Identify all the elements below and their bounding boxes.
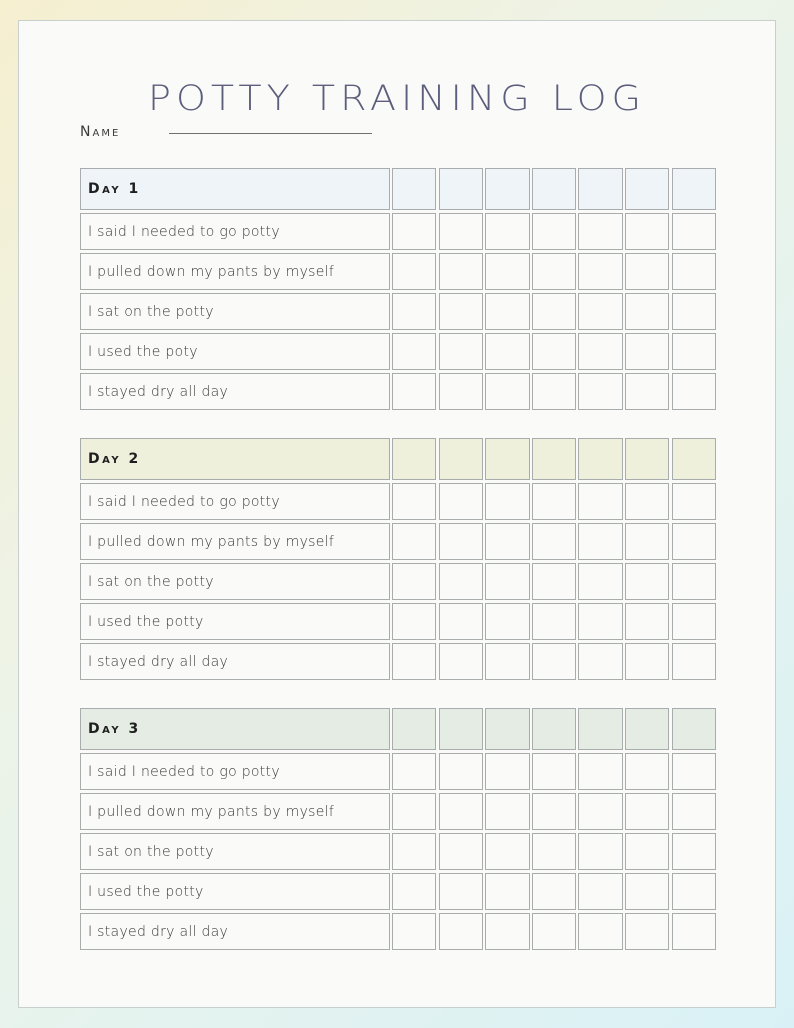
day-label: Day 2 xyxy=(80,438,390,480)
task-row xyxy=(80,793,716,830)
checkbox[interactable] xyxy=(625,333,669,370)
checkbox[interactable] xyxy=(578,603,622,640)
task-row xyxy=(80,643,716,680)
checkbox[interactable] xyxy=(485,833,529,870)
checkbox[interactable] xyxy=(672,833,716,870)
checkbox[interactable] xyxy=(532,643,576,680)
checkbox[interactable] xyxy=(439,643,483,680)
page-title: POTTY TRAINING LOG xyxy=(148,77,646,119)
checkbox[interactable] xyxy=(578,523,622,560)
task-label: I stayed dry all day xyxy=(80,643,390,680)
task-label: I sat on the potty xyxy=(80,293,390,330)
checkbox[interactable] xyxy=(625,603,669,640)
checkbox[interactable] xyxy=(672,213,716,250)
checkbox[interactable] xyxy=(625,643,669,680)
checkbox[interactable] xyxy=(578,483,622,520)
header-box xyxy=(578,438,622,480)
checkbox[interactable] xyxy=(672,373,716,410)
checkbox[interactable] xyxy=(625,873,669,910)
header-box xyxy=(578,168,622,210)
checkbox[interactable] xyxy=(672,253,716,290)
checkbox[interactable] xyxy=(392,333,436,370)
checkbox[interactable] xyxy=(532,483,576,520)
task-label: I said I needed to go potty xyxy=(80,213,390,250)
header-box xyxy=(625,438,669,480)
header-box xyxy=(625,708,669,750)
checkbox[interactable] xyxy=(485,523,529,560)
task-row xyxy=(80,913,716,950)
task-label: I pulled down my pants by myself xyxy=(80,793,390,830)
header-box xyxy=(672,438,716,480)
header-box xyxy=(532,438,576,480)
checkbox[interactable] xyxy=(485,793,529,830)
checkbox[interactable] xyxy=(439,753,483,790)
day-header-row xyxy=(80,438,716,480)
header-box xyxy=(439,168,483,210)
checkbox[interactable] xyxy=(485,373,529,410)
checkbox[interactable] xyxy=(439,293,483,330)
task-row xyxy=(80,603,716,640)
checkbox[interactable] xyxy=(532,873,576,910)
checkbox[interactable] xyxy=(485,643,529,680)
checkbox[interactable] xyxy=(439,603,483,640)
day-block-2 xyxy=(80,438,716,683)
name-label: Name xyxy=(80,124,121,140)
task-label: I pulled down my pants by myself xyxy=(80,523,390,560)
checkbox[interactable] xyxy=(392,293,436,330)
day-label: Day 3 xyxy=(80,708,390,750)
header-box xyxy=(439,438,483,480)
task-label: I stayed dry all day xyxy=(80,373,390,410)
checkbox[interactable] xyxy=(485,333,529,370)
task-label: I used the potty xyxy=(80,603,390,640)
checkbox[interactable] xyxy=(485,603,529,640)
checkbox[interactable] xyxy=(625,293,669,330)
checkbox[interactable] xyxy=(578,793,622,830)
checkbox[interactable] xyxy=(439,833,483,870)
checkbox[interactable] xyxy=(532,603,576,640)
checkbox[interactable] xyxy=(578,913,622,950)
checkbox[interactable] xyxy=(439,563,483,600)
header-box xyxy=(485,168,529,210)
checkbox[interactable] xyxy=(578,643,622,680)
task-label: I used the poty xyxy=(80,333,390,370)
checkbox[interactable] xyxy=(672,293,716,330)
task-label: I sat on the potty xyxy=(80,833,390,870)
checkbox[interactable] xyxy=(532,793,576,830)
checkbox[interactable] xyxy=(625,793,669,830)
task-row xyxy=(80,213,716,250)
task-row xyxy=(80,563,716,600)
task-row xyxy=(80,873,716,910)
checkbox[interactable] xyxy=(392,643,436,680)
checkbox[interactable] xyxy=(625,253,669,290)
checkbox[interactable] xyxy=(485,873,529,910)
checkbox[interactable] xyxy=(392,913,436,950)
checkbox[interactable] xyxy=(672,563,716,600)
checkbox[interactable] xyxy=(672,603,716,640)
task-label: I used the potty xyxy=(80,873,390,910)
checkbox[interactable] xyxy=(578,873,622,910)
log-sheet xyxy=(18,20,776,1008)
checkbox[interactable] xyxy=(439,873,483,910)
task-label: I sat on the potty xyxy=(80,563,390,600)
task-label: I said I needed to go potty xyxy=(80,483,390,520)
checkbox[interactable] xyxy=(392,833,436,870)
checkbox[interactable] xyxy=(625,563,669,600)
checkbox[interactable] xyxy=(578,213,622,250)
day-header-row xyxy=(80,708,716,750)
name-field[interactable] xyxy=(169,133,372,134)
task-row xyxy=(80,373,716,410)
header-box xyxy=(532,168,576,210)
checkbox[interactable] xyxy=(392,253,436,290)
checkbox[interactable] xyxy=(532,833,576,870)
task-label: I stayed dry all day xyxy=(80,913,390,950)
checkbox[interactable] xyxy=(672,913,716,950)
checkbox[interactable] xyxy=(485,213,529,250)
header-box xyxy=(439,708,483,750)
checkbox[interactable] xyxy=(578,293,622,330)
checkbox[interactable] xyxy=(625,753,669,790)
checkbox[interactable] xyxy=(672,333,716,370)
task-row xyxy=(80,833,716,870)
checkbox[interactable] xyxy=(392,603,436,640)
checkbox[interactable] xyxy=(532,373,576,410)
checkbox[interactable] xyxy=(439,213,483,250)
header-box xyxy=(672,708,716,750)
checkbox[interactable] xyxy=(439,253,483,290)
header-box xyxy=(392,168,436,210)
checkbox[interactable] xyxy=(672,753,716,790)
checkbox[interactable] xyxy=(672,873,716,910)
checkbox[interactable] xyxy=(532,213,576,250)
checkbox[interactable] xyxy=(439,523,483,560)
task-row xyxy=(80,253,716,290)
task-row xyxy=(80,483,716,520)
checkbox[interactable] xyxy=(532,523,576,560)
checkbox[interactable] xyxy=(578,563,622,600)
checkbox[interactable] xyxy=(672,793,716,830)
checkbox[interactable] xyxy=(672,643,716,680)
day-block-3 xyxy=(80,708,716,953)
checkbox[interactable] xyxy=(439,333,483,370)
checkbox[interactable] xyxy=(625,213,669,250)
header-box xyxy=(625,168,669,210)
checkbox[interactable] xyxy=(392,873,436,910)
checkbox[interactable] xyxy=(392,213,436,250)
task-row xyxy=(80,333,716,370)
checkbox[interactable] xyxy=(485,913,529,950)
header-box xyxy=(485,708,529,750)
checkbox[interactable] xyxy=(625,483,669,520)
header-box xyxy=(392,438,436,480)
day-label: Day 1 xyxy=(80,168,390,210)
checkbox[interactable] xyxy=(625,913,669,950)
checkbox[interactable] xyxy=(532,563,576,600)
checkbox[interactable] xyxy=(392,793,436,830)
checkbox[interactable] xyxy=(532,333,576,370)
checkbox[interactable] xyxy=(392,523,436,560)
checkbox[interactable] xyxy=(485,563,529,600)
checkbox[interactable] xyxy=(439,483,483,520)
checkbox[interactable] xyxy=(439,373,483,410)
task-row xyxy=(80,753,716,790)
task-label: I pulled down my pants by myself xyxy=(80,253,390,290)
checkbox[interactable] xyxy=(392,483,436,520)
checkbox[interactable] xyxy=(439,913,483,950)
checkbox[interactable] xyxy=(485,253,529,290)
header-box xyxy=(532,708,576,750)
header-box xyxy=(578,708,622,750)
checkbox[interactable] xyxy=(392,373,436,410)
header-box xyxy=(485,438,529,480)
checkbox[interactable] xyxy=(625,833,669,870)
checkbox[interactable] xyxy=(625,523,669,560)
checkbox[interactable] xyxy=(392,563,436,600)
checkbox[interactable] xyxy=(578,333,622,370)
checkbox[interactable] xyxy=(532,753,576,790)
checkbox[interactable] xyxy=(672,523,716,560)
checkbox[interactable] xyxy=(578,253,622,290)
header-box xyxy=(672,168,716,210)
header-box xyxy=(392,708,436,750)
task-row xyxy=(80,293,716,330)
day-header-row xyxy=(80,168,716,210)
task-row xyxy=(80,523,716,560)
checkbox[interactable] xyxy=(578,373,622,410)
day-block-1 xyxy=(80,168,716,413)
checkbox[interactable] xyxy=(532,913,576,950)
checkbox[interactable] xyxy=(485,753,529,790)
checkbox[interactable] xyxy=(439,793,483,830)
checkbox[interactable] xyxy=(578,753,622,790)
checkbox[interactable] xyxy=(485,293,529,330)
checkbox[interactable] xyxy=(625,373,669,410)
checkbox[interactable] xyxy=(672,483,716,520)
checkbox[interactable] xyxy=(578,833,622,870)
task-label: I said I needed to go potty xyxy=(80,753,390,790)
checkbox[interactable] xyxy=(485,483,529,520)
checkbox[interactable] xyxy=(392,753,436,790)
checkbox[interactable] xyxy=(532,293,576,330)
checkbox[interactable] xyxy=(532,253,576,290)
